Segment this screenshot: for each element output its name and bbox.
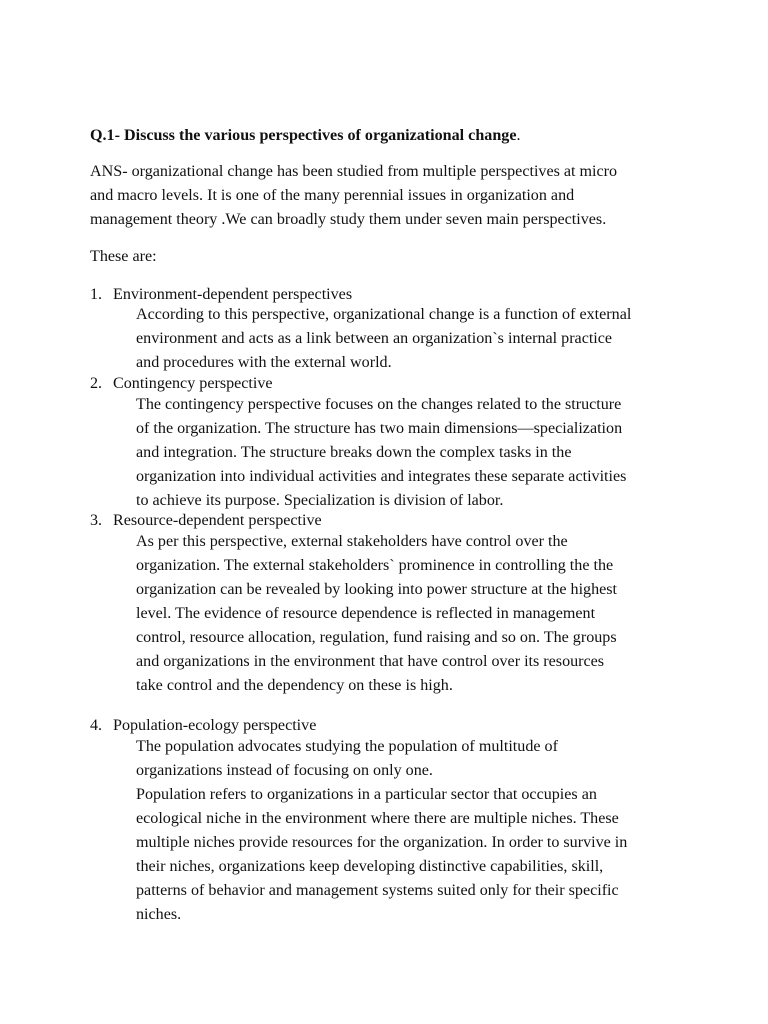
body-line: The population advocates studying the population of multitude of	[136, 738, 558, 755]
body-line: organization. The external stakeholders` prominence in controlling the the	[136, 557, 614, 574]
body-line: As per this perspective, external stakeholders have control over the	[136, 533, 568, 550]
body-line: and organizations in the environment that have control over its resources	[136, 653, 605, 670]
list-item-body	[136, 530, 696, 698]
answer-line: management theory .We can broadly study them under seven main perspectives.	[90, 211, 607, 228]
question-heading	[90, 124, 710, 147]
body-line: Population refers to organizations in a particular sector that occupies an	[136, 786, 597, 803]
list-item-body	[136, 735, 696, 927]
list-item-body	[136, 393, 696, 513]
body-line: and integration. The structure breaks down the complex tasks in the	[136, 444, 572, 461]
list-item-heading	[90, 373, 273, 395]
body-line: of the organization. The structure has two main dimensions—specialization	[136, 420, 623, 437]
body-line: niches.	[136, 906, 182, 923]
answer-paragraph	[90, 160, 710, 232]
body-line: According to this perspective, organizational change is a function of external	[136, 306, 632, 323]
list-item-title: Contingency perspective	[113, 375, 273, 392]
list-item-title: Resource-dependent perspective	[113, 512, 322, 529]
question-label: Q.1- Discuss the various perspectives of organizational change	[90, 127, 517, 144]
list-item-heading	[90, 510, 322, 532]
list-item-number: 2.	[90, 375, 103, 392]
body-line: organization can be revealed by looking into power structure at the highest	[136, 581, 618, 598]
body-line: environment and acts as a link between an organization`s internal practice	[136, 330, 613, 347]
list-item-title: Environment-dependent perspectives	[113, 286, 353, 303]
body-line: take control and the dependency on these is high.	[136, 677, 453, 694]
body-line: their niches, organizations keep developing distinctive capabilities, skill,	[136, 858, 604, 875]
body-line: The contingency perspective focuses on the changes related to the structure	[136, 396, 622, 413]
list-item-number: 3.	[90, 512, 103, 529]
list-intro: These are:	[90, 248, 157, 265]
list-item-body	[136, 303, 696, 375]
body-line: ecological niche in the environment where there are multiple niches. These	[136, 810, 619, 827]
body-line: organizations instead of focusing on only one.	[136, 762, 433, 779]
body-line: multiple niches provide resources for the organization. In order to survive in	[136, 834, 628, 851]
body-line: patterns of behavior and management systems suited only for their specific	[136, 882, 619, 899]
body-line: to achieve its purpose. Specialization is division of labor.	[136, 492, 504, 509]
body-line: level. The evidence of resource dependence is reflected in management	[136, 605, 596, 622]
answer-line: and macro levels. It is one of the many perennial issues in organization and	[90, 187, 575, 204]
list-item-heading	[90, 715, 316, 737]
body-line: organization into individual activities and integrates these separate activities	[136, 468, 627, 485]
list-item-title: Population-ecology perspective	[113, 717, 317, 734]
answer-line: ANS- organizational change has been studied from multiple perspectives at micro	[90, 163, 618, 180]
question-period: .	[516, 127, 521, 144]
body-line: control, resource allocation, regulation, fund raising and so on. The groups	[136, 629, 617, 646]
list-item-number: 4.	[90, 717, 103, 734]
list-item-number: 1.	[90, 286, 103, 303]
body-line: and procedures with the external world.	[136, 354, 392, 371]
